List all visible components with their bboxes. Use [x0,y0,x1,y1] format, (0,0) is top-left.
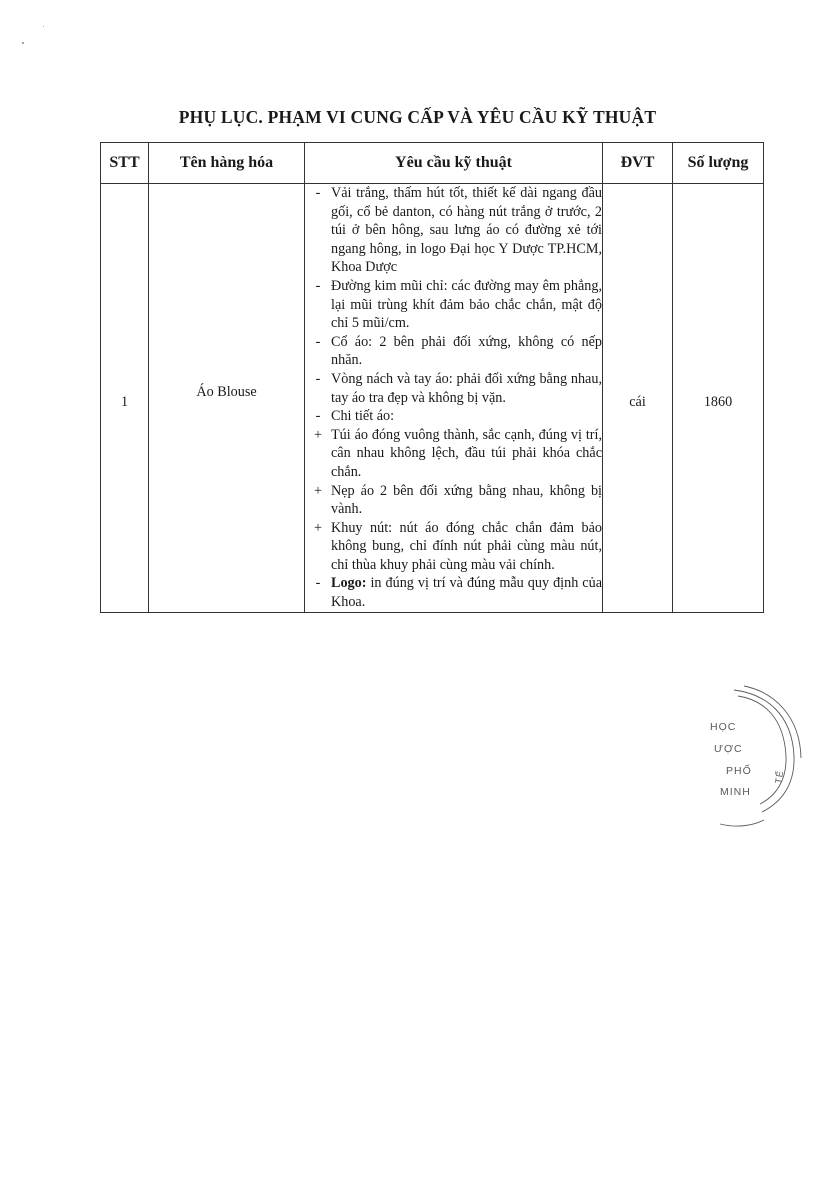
requirement-text: Túi áo đóng vuông thành, sắc cạnh, đúng vị trí, cân nhau không lệch, đầu túi phải khóa chắc chắn. [331,426,602,480]
requirement-item [305,277,602,333]
requirement-item [305,407,602,426]
table-header-row [101,143,764,184]
list-marker: - [315,277,321,294]
stamp-text: MINH [720,786,751,798]
stamp-text: TẾ [773,769,786,785]
logo-requirement-text: in đúng vị trí và đúng mẫu quy định của Khoa. [331,575,602,611]
requirement-text: Vải trắng, thấm hút tốt, thiết kế dài ngang đầu gối, cổ bẻ danton, có hàng nút trắng ở trước, 2 túi ở bên hông, sau lưng áo có đường xẻ tới ngang hông, in logo Đại học Y Dược TP.HCM, Khoa Dược [331,185,602,276]
list-marker: - [315,370,321,387]
col-header-stt: STT [101,143,149,184]
requirement-text: Cổ áo: 2 bên phải đối xứng, không có nếp nhăn. [331,333,602,369]
stamp-text: PHỐ [726,765,752,777]
requirement-text: Chi tiết áo: [331,408,395,425]
logo-label: Logo: [331,575,367,592]
requirement-item [305,519,602,575]
col-header-name: Tên hàng hóa [149,143,305,184]
list-marker: - [315,333,321,350]
list-marker: + [313,482,322,499]
spec-table [100,142,764,613]
requirement-text: Vòng nách và tay áo: phải đối xứng bằng nhau, tay áo tra đẹp và không bị vặn. [331,370,602,406]
col-header-requirements: Yêu cầu kỹ thuật [305,143,603,184]
requirement-item [305,426,602,482]
list-marker: - [315,575,321,592]
requirement-item [305,370,602,407]
requirement-item [305,574,602,611]
list-marker: - [315,408,321,425]
requirement-text: Đường kim mũi chỉ: các đường may êm phẳng, lại mũi trùng khít đảm bảo chắc chắn, mật độ chỉ 5 mũi/cm. [331,277,602,332]
page-title: PHỤ LỤC. PHẠM VI CUNG CẤP VÀ YÊU CẦU KỸ THUẬT [178,107,657,127]
requirement-item [305,333,602,370]
cell-unit: cái [603,184,673,613]
col-header-unit: ĐVT [603,143,673,184]
scan-speck [22,42,24,44]
requirement-text [331,574,602,611]
requirement-item [305,184,602,277]
stamp-graphic [704,684,804,834]
requirement-item [305,482,602,519]
cell-requirements [305,184,603,613]
scan-speck [43,26,44,27]
cell-stt: 1 [101,184,149,613]
list-marker: + [313,426,322,443]
list-marker: + [313,519,322,536]
stamp-text: ƯỢC [714,743,743,755]
requirement-text: Nẹp áo 2 bên đối xứng bằng nhau, không bị vành. [331,482,602,518]
col-header-quantity: Số lượng [673,143,764,184]
official-stamp [704,684,804,834]
stamp-text: HỌC [710,721,737,733]
list-marker: - [315,185,321,201]
cell-quantity: 1860 [673,184,764,613]
table-row [101,184,764,613]
requirement-text: Khuy nút: nút áo đóng chắc chắn đảm bảo không bung, chỉ đính nút phải cùng màu nút, chỉ thùa khuy phải cùng màu vải chính. [331,519,602,573]
cell-name: Áo Blouse [149,184,305,613]
